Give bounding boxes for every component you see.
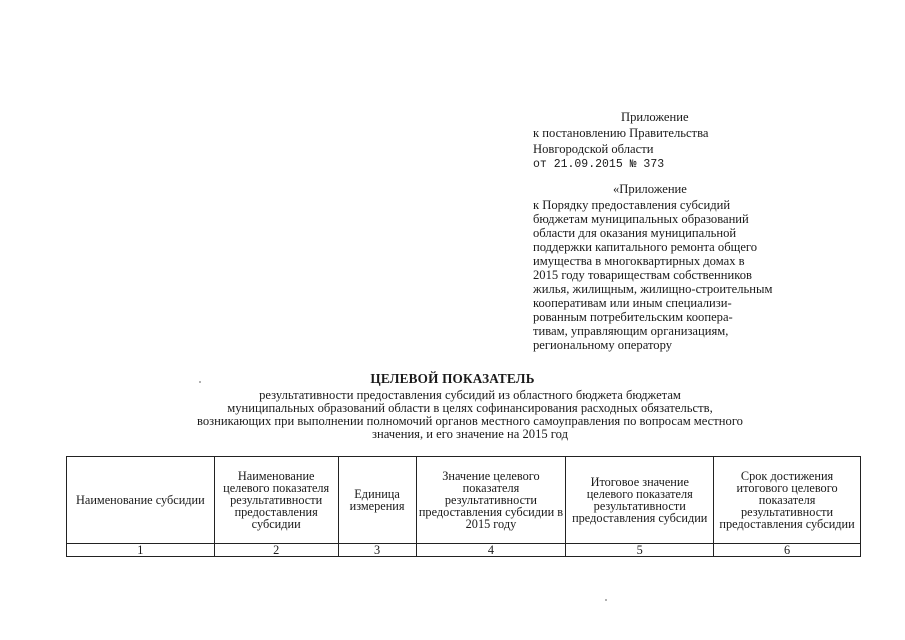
column-header: Наименование субсидии [67,457,215,544]
subtitle-line: муниципальных образований области в целях софинансирования расходных обязательств, [227,401,713,415]
column-header: Значение целевого показателя результативности предоставления субсидии в 2015 году [416,457,566,544]
subtitle-line: возникающих при выполнении полномочий органов местного самоуправления по вопросам местного [197,414,743,428]
appendix-procedure-line: региональному оператору [533,338,673,352]
appendix-procedure-line: поддержки капитального ремонта общего [533,240,758,254]
column-header: Итоговое значение целевого показателя результативности предоставления субсидии [566,457,714,544]
scan-speck [199,381,201,383]
appendix-procedure-block [533,182,803,352]
column-number: 1 [67,544,215,557]
appendix-procedure-line: к Порядку предоставления субсидий [533,198,731,212]
appendix-procedure-line: рованным потребительским коопера- [533,310,733,324]
table-row [67,544,861,557]
column-header: Наименование целевого показателя результативности предоставления субсидии [214,457,338,544]
document-title: ЦЕЛЕВОЙ ПОКАЗАТЕЛЬ [370,371,535,386]
table-header-row [67,457,861,544]
appendix-procedure-title: «Приложение [613,182,687,196]
appendix-line: Новгородской области [533,142,654,156]
appendix-block [533,109,803,173]
column-number: 5 [566,544,714,557]
scan-speck [605,599,607,601]
column-number: 4 [416,544,566,557]
subtitle-line: результативности предоставления субсидий из областного бюджета бюджетам [259,388,681,402]
column-header: Срок достижения итогового целевого показателя результативности предоставления субсидии [714,457,861,544]
appendix-title: Приложение [621,110,689,124]
appendix-date-number: от 21.09.2015 № 373 [533,158,665,171]
appendix-procedure-line: имущества в многоквартирных домах в [533,254,745,268]
column-number: 6 [714,544,861,557]
appendix-procedure-line: кооперативам или иным специализи- [533,296,732,310]
column-number: 3 [338,544,416,557]
subtitle-line: значения, и его значение на 2015 год [371,427,568,441]
appendix-procedure-line: тивам, управляющим организациям, [533,324,729,338]
column-number: 2 [214,544,338,557]
appendix-procedure-line: области для оказания муниципальной [533,226,737,240]
document-subtitle [120,389,820,441]
column-header: Единица измерения [338,457,416,544]
appendix-line: к постановлению Правительства [533,126,709,140]
appendix-procedure-line: жилья, жилищным, жилищно-строительным [533,282,773,296]
indicator-table [66,456,861,557]
appendix-procedure-line: 2015 году товариществам собственников [533,268,752,282]
appendix-procedure-line: бюджетам муниципальных образований [533,212,749,226]
